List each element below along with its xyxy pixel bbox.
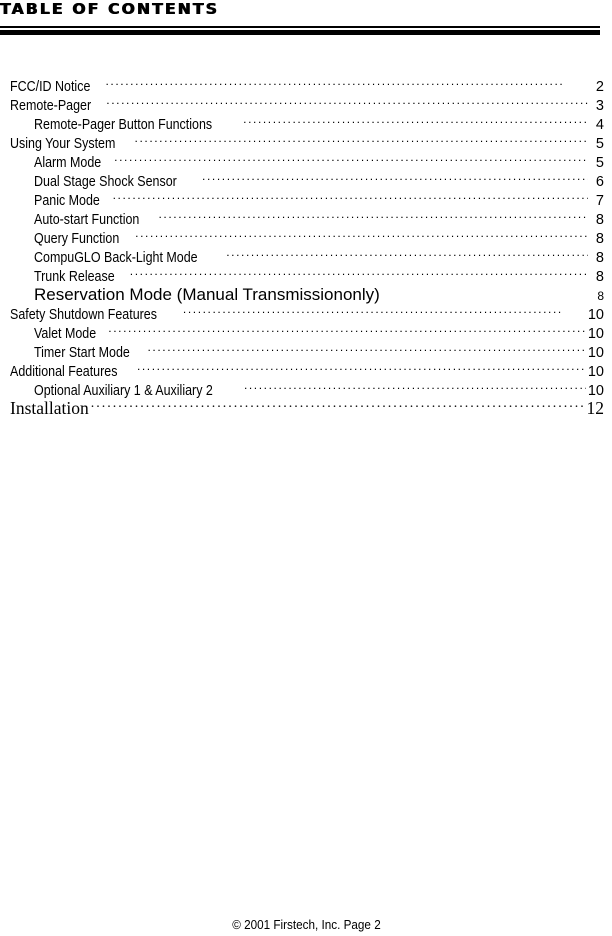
toc-entry-page: 2 bbox=[595, 79, 604, 95]
toc-entry-using-your-system[interactable] bbox=[0, 129, 604, 152]
page-title: TABLE OF CONTENTS bbox=[0, 0, 219, 18]
toc-entry-page: 8 bbox=[595, 269, 604, 285]
toc-entry-label: Dual Stage Shock Sensor bbox=[34, 174, 177, 190]
dot-leader bbox=[106, 91, 588, 110]
dot-leader bbox=[159, 205, 589, 224]
toc-entry-remote-pager-button-functions[interactable] bbox=[0, 110, 604, 133]
dot-leader bbox=[114, 148, 588, 167]
toc-entry-label: Remote-Pager Button Functions bbox=[34, 117, 213, 133]
dot-leader bbox=[135, 224, 588, 243]
toc-entry-valet-mode[interactable] bbox=[0, 319, 604, 342]
toc-entry-dual-stage-shock-sensor[interactable] bbox=[0, 167, 604, 190]
footer-text: © 2001 Firstech, Inc. Page 2 bbox=[231, 917, 381, 932]
toc-entry-label: Using Your System bbox=[10, 136, 116, 152]
toc-entry-label: Alarm Mode bbox=[34, 155, 102, 171]
toc-entry-page: 4 bbox=[595, 117, 604, 133]
dot-leader bbox=[137, 357, 586, 376]
dot-leader bbox=[135, 129, 588, 148]
dot-leader bbox=[183, 300, 562, 319]
dot-leader bbox=[105, 72, 564, 91]
toc-entry-additional-features[interactable] bbox=[0, 357, 604, 380]
toc-entry-page: 8 bbox=[597, 289, 604, 303]
page-footer bbox=[0, 917, 612, 932]
dot-leader bbox=[147, 338, 585, 357]
dot-leader bbox=[91, 395, 585, 414]
dot-leader bbox=[226, 243, 588, 262]
toc-entry-page: 7 bbox=[595, 193, 604, 209]
toc-entry-trunk-release[interactable] bbox=[0, 262, 604, 285]
toc-entry-compuglo-back-light-mode[interactable] bbox=[0, 243, 604, 266]
toc-entry-label: Query Function bbox=[34, 231, 120, 247]
toc-entry-label: Panic Mode bbox=[34, 193, 100, 209]
header-rule-thin bbox=[0, 26, 600, 28]
toc-entry-alarm-mode[interactable] bbox=[0, 148, 604, 171]
toc-entry-page: 8 bbox=[595, 250, 604, 266]
toc-entry-label: CompuGLO Back-Light Mode bbox=[34, 250, 198, 266]
table-of-contents bbox=[0, 72, 604, 416]
toc-entry-query-function[interactable] bbox=[0, 224, 604, 247]
dot-leader bbox=[382, 281, 588, 300]
toc-entry-auto-start-function[interactable] bbox=[0, 205, 604, 228]
toc-entry-page: 10 bbox=[587, 326, 604, 342]
toc-entry-page: 3 bbox=[595, 98, 604, 114]
toc-entry-label: Reservation Mode (Manual Transmissiononly) bbox=[34, 285, 380, 304]
toc-entry-label: Optional Auxiliary 1 & Auxiliary 2 bbox=[34, 383, 213, 399]
toc-entry-timer-start-mode[interactable] bbox=[0, 338, 604, 361]
toc-entry-installation[interactable] bbox=[0, 395, 604, 416]
toc-entry-label: Trunk Release bbox=[34, 269, 115, 285]
toc-entry-label: Auto-start Function bbox=[34, 212, 140, 228]
dot-leader bbox=[130, 262, 588, 281]
toc-entry-remote-pager[interactable] bbox=[0, 91, 604, 114]
toc-entry-page: 8 bbox=[595, 231, 604, 247]
toc-entry-label: Valet Mode bbox=[34, 326, 97, 342]
dot-leader bbox=[113, 186, 588, 205]
dot-leader bbox=[202, 167, 588, 186]
toc-entry-page: 10 bbox=[587, 345, 604, 361]
toc-entry-label: Safety Shutdown Features bbox=[10, 307, 157, 323]
toc-entry-label: FCC/ID Notice bbox=[10, 79, 91, 95]
toc-entry-safety-shutdown-features[interactable] bbox=[0, 300, 604, 323]
toc-entry-label: Additional Features bbox=[10, 364, 118, 380]
toc-entry-page: 8 bbox=[595, 212, 604, 228]
dot-leader bbox=[244, 376, 586, 395]
toc-entry-page: 10 bbox=[587, 364, 604, 380]
toc-entry-reservation-mode[interactable] bbox=[0, 281, 604, 304]
dot-leader bbox=[243, 110, 588, 129]
toc-entry-page: 6 bbox=[595, 174, 604, 190]
toc-entry-label: Timer Start Mode bbox=[34, 345, 130, 361]
toc-entry-page: 10 bbox=[587, 383, 604, 399]
toc-entry-label: Remote-Pager bbox=[10, 98, 92, 114]
dot-leader bbox=[108, 319, 586, 338]
toc-entry-optional-auxiliary[interactable] bbox=[0, 376, 604, 399]
toc-entry-panic-mode[interactable] bbox=[0, 186, 604, 209]
toc-entry-label: Installation bbox=[10, 398, 89, 418]
toc-entry-page: 12 bbox=[586, 398, 604, 418]
toc-entry-page: 5 bbox=[595, 136, 604, 152]
toc-entry-fcc-id-notice[interactable] bbox=[0, 72, 604, 95]
toc-entry-page: 5 bbox=[595, 155, 604, 171]
toc-entry-page: 10 bbox=[587, 307, 604, 323]
header-rule-thick bbox=[0, 30, 600, 35]
